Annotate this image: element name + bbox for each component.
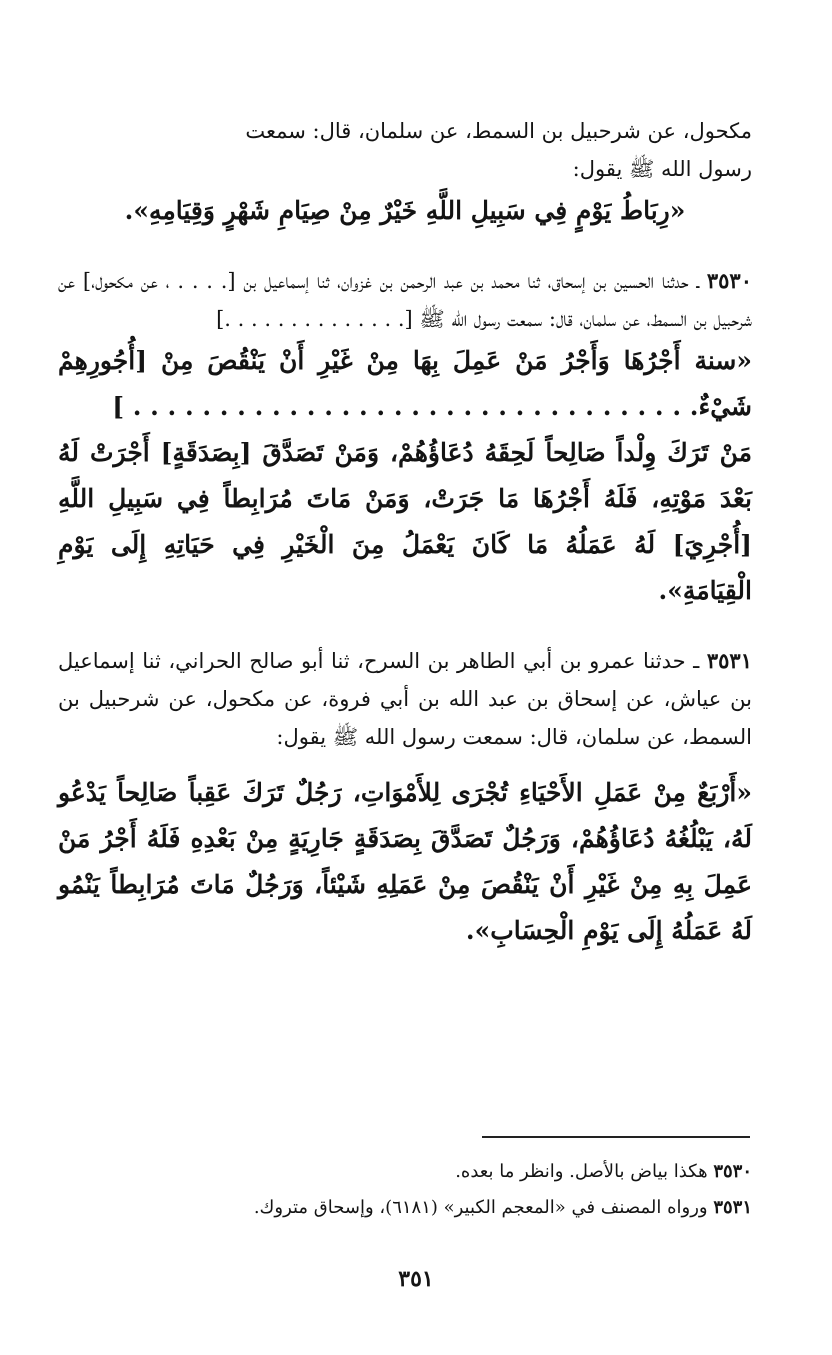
prev-chain-line1: مكحول، عن شرحبيل بن السمط، عن سلمان، قال: سمعت [245,119,752,143]
footnote-text: هكذا بياض بالأصل. وانظر ما بعده. [455,1161,708,1182]
footnote-number: ٣٥٣١ [713,1197,752,1218]
page-body [58,112,752,954]
hadith-3531-chain [58,642,752,756]
hadith-3530-chain [58,262,752,338]
hadith-3530-isnad: ـ حدثنا الحسين بن إسحاق، ثنا محمد بن عبد الرحمن بن غزوان، ثنا إسماعيل بن [. . . . ، عن مكحول،] عن شرحبيل بن السمط، عن سلمان، قال: سمعت رسول الله ﷺ [. . . . . . . . . . . . . .] [58,269,752,331]
hadith-3530-text1: «سنة أَجْرُهَا وَأَجْرُ مَنْ عَمِلَ بِهَا مِنْ غَيْرِ أَنْ يَنْقُصَ مِنْ [أُجُورِهِمْ شَيْءٌ. . . . . . . . . . . . . . . . . . . . . . . . . . . . . . . . . ] [58,346,753,421]
page-number: ٣٥١ [398,1266,434,1292]
footnote-text: ورواه المصنف في «المعجم الكبير» (٦١٨١)، وإسحاق متروك. [253,1197,708,1218]
hadith-number: ٣٥٣١ [706,648,752,673]
footnote-3530 [58,1158,752,1186]
hadith-number: ٣٥٣٠ [706,268,752,293]
footnote-divider [482,1136,750,1138]
hadith-3531-text: «أَرْبَعٌ مِنْ عَمَلِ الأَحْيَاءِ تُجْرَى لِلأَمْوَاتِ، رَجُلٌ تَرَكَ عَقِباً صَالِحاً يَدْعُو لَهُ، يَبْلُغُهُ دُعَاؤُهُمْ، وَرَجُلٌ تَصَدَّقَ بِصَدَقَةٍ جَارِيَةٍ مِنْ بَعْدِهِ فَلَهُ أَجْرُ مَنْ عَمِلَ بِهِ مِنْ غَيْرِ أَنْ يَنْقُصَ مِنْ عَمَلِهِ شَيْئاً، وَرَجُلٌ مَاتَ مُرَابِطاً يَنْمُو لَهُ عَمَلُهُ إِلَى يَوْمِ الْحِسَابِ». [58,778,752,945]
footnote-3531 [58,1194,752,1222]
prev-chain-line2: رسول الله ﷺ يقول: [572,157,752,181]
hadith-3531-isnad: ـ حدثنا عمرو بن أبي الطاهر بن السرح، ثنا أبو صالح الحراني، ثنا إسماعيل بن عياش، عن إسحاق بن عبد الله بن أبي فروة، عن مكحول، عن شرحبيل بن السمط، عن سلمان، قال: سمعت رسول الله ﷺ يقول: [58,649,752,749]
prev-hadith-text: «رِبَاطُ يَوْمٍ فِي سَبِيلِ اللَّهِ خَيْرٌ مِنْ صِيَامِ شَهْرٍ وَقِيَامِهِ». [124,196,686,225]
footnote-number: ٣٥٣٠ [713,1161,752,1182]
hadith-3530-text2: مَنْ تَرَكَ وِلْداً صَالِحاً لَحِقَهُ دُعَاؤُهُمْ، وَمَنْ تَصَدَّقَ [بِصَدَقَةٍ] أَجْرَتْ لَهُ بَعْدَ مَوْتِهِ، فَلَهُ أَجْرُهَا مَا جَرَتْ، وَمَنْ مَاتَ مُرَابِطاً فِي سَبِيلِ اللَّهِ [أُجْرِيَ] لَهُ عَمَلُهُ مَا كَانَ يَعْمَلُ مِنَ الْخَيْرِ فِي حَيَاتِهِ إِلَى يَوْمِ الْقِيَامَةِ». [58,438,752,605]
